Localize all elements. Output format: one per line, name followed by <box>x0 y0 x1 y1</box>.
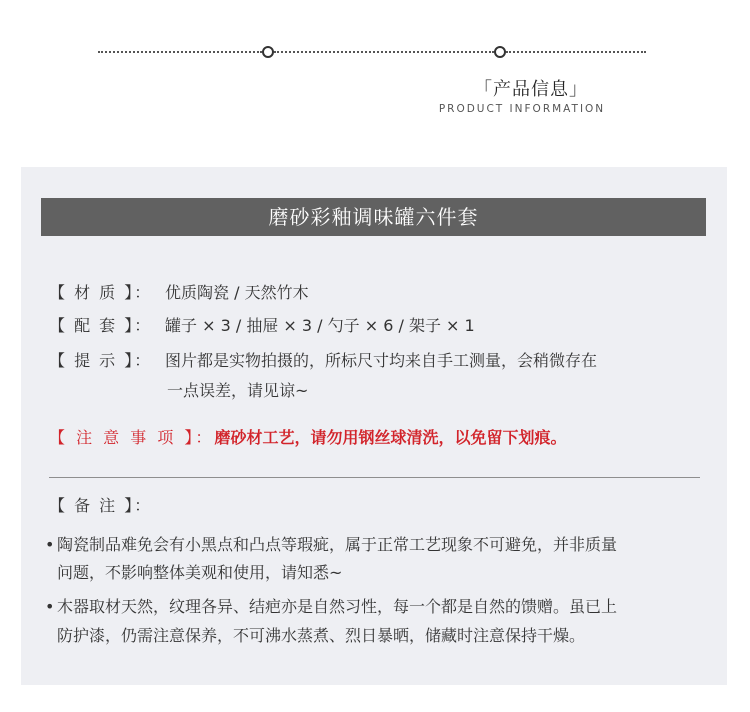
dotted-line-left <box>98 51 262 53</box>
product-info-panel <box>21 167 727 685</box>
notice-label: 【 注 意 事 项 】： <box>49 428 215 447</box>
product-name-bar: 磨砂彩釉调味罐六件套 <box>41 198 706 236</box>
remark-text: 木器取材天然，纹理各异、结疤亦是自然习性，每一个都是自然的馈赠。虽已上 <box>57 597 618 616</box>
dotted-line-right <box>506 51 646 53</box>
spec-row-set <box>49 312 475 340</box>
bullet-icon: • <box>45 535 55 554</box>
spec-label: 【 配 套 】： <box>49 316 153 335</box>
divider <box>49 477 700 478</box>
spec-value: 图片都是实物拍摄的，所标尺寸均来自手工测量，会稍微存在 <box>165 351 598 370</box>
bullet-icon: • <box>45 597 55 616</box>
remark-text-continued: 问题，不影响整体美观和使用，请知悉~ <box>57 563 343 582</box>
header-decoration <box>98 44 646 60</box>
notice-row <box>49 424 566 452</box>
remark-text: 陶瓷制品难免会有小黑点和凸点等瑕疵，属于正常工艺现象不可避免，并非质量 <box>57 535 618 554</box>
spec-value: 罐子 × 3 / 抽屉 × 3 / 勺子 × 6 / 架子 × 1 <box>165 316 475 335</box>
spec-row-material <box>49 279 309 307</box>
list-item <box>45 530 617 560</box>
spec-value: 优质陶瓷 / 天然竹木 <box>165 283 309 302</box>
section-title-en: PRODUCT INFORMATION <box>438 103 606 115</box>
spec-label: 【 材 质 】： <box>49 283 153 302</box>
spec-label: 【 提 示 】： <box>49 351 153 370</box>
spec-row-tip <box>49 347 597 375</box>
list-item <box>45 592 617 622</box>
spec-value-continued: 一点误差，请见谅~ <box>167 381 309 400</box>
remark-text-continued: 防护漆，仍需注意保养，不可沸水蒸煮、烈日暴晒，储藏时注意保持干燥。 <box>57 626 586 645</box>
circle-icon <box>494 46 506 58</box>
section-title-cn: 「产品信息」 <box>474 79 588 100</box>
dotted-line-middle <box>274 51 494 53</box>
remarks-label: 【 备 注 】： <box>49 496 153 515</box>
notice-text: 磨砂材工艺，请勿用钢丝球清洗，以免留下划痕。 <box>214 428 567 447</box>
circle-icon <box>262 46 274 58</box>
